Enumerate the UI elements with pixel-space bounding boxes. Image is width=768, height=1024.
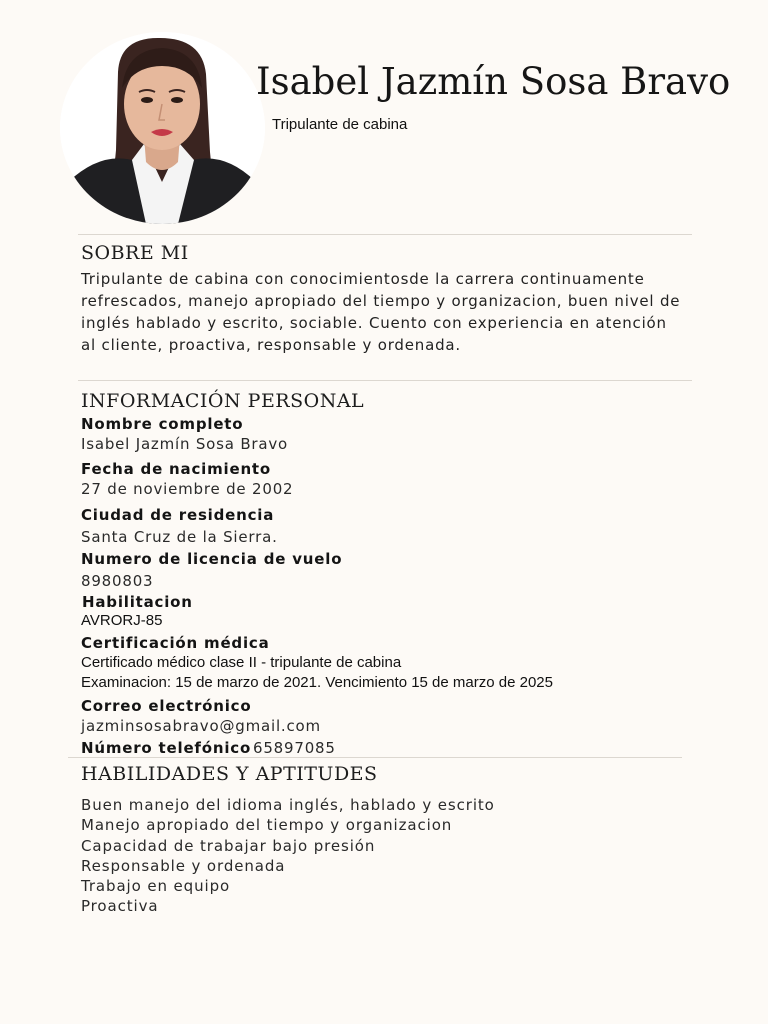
full-name-label: Nombre completo: [81, 415, 244, 433]
skill-item: Proactiva: [81, 897, 159, 916]
email-value: jazminsosabravo@gmail.com: [81, 717, 321, 735]
section-title-about: SOBRE MI: [81, 242, 189, 264]
birth-date-label: Fecha de nacimiento: [81, 460, 271, 478]
skills-list: [81, 795, 495, 917]
portrait-illustration: [60, 32, 265, 224]
skill-item: Manejo apropiado del tiempo y organizacion: [81, 816, 453, 835]
divider: [68, 757, 682, 758]
rating-value: AVRORJ-85: [81, 612, 163, 629]
email-label: Correo electrónico: [81, 697, 252, 715]
skill-item: Capacidad de trabajar bajo presión: [81, 836, 376, 855]
section-title-personal: INFORMACIÓN PERSONAL: [81, 390, 365, 412]
rating-label: Habilitacion: [82, 593, 193, 611]
medical-line-1: Certificado médico clase II - tripulante de cabina: [81, 654, 402, 671]
skill-item: Buen manejo del idioma inglés, hablado y escrito: [81, 796, 495, 814]
birth-date-value: 27 de noviembre de 2002: [81, 480, 294, 498]
city-label: Ciudad de residencia: [81, 506, 275, 524]
section-title-skills: HABILIDADES Y APTITUDES: [81, 763, 378, 785]
full-name-value: Isabel Jazmín Sosa Bravo: [81, 435, 289, 453]
about-text: Tripulante de cabina con conocimientosde la carrera continuamente refrescados, manejo apropiado del tiempo y organizacion, buen nivel de inglés hablado y escrito, sociable. Cuento con experiencia en atención al cliente, proactiva, responsable y ordenada.: [81, 270, 681, 354]
skill-item: Responsable y ordenada: [81, 856, 286, 875]
medical-label: Certificación médica: [81, 634, 270, 652]
candidate-name: Isabel Jazmín Sosa Bravo: [256, 60, 731, 103]
city-value: Santa Cruz de la Sierra.: [81, 528, 278, 546]
phone-label: Número telefónico: [81, 739, 252, 757]
phone-value: 65897085: [253, 739, 336, 757]
profile-photo: [60, 32, 265, 224]
divider: [78, 234, 692, 235]
license-value: 8980803: [81, 572, 154, 590]
divider: [78, 380, 692, 381]
candidate-role: Tripulante de cabina: [272, 116, 408, 133]
license-label: Numero de licencia de vuelo: [81, 550, 343, 568]
skill-item: Trabajo en equipo: [81, 877, 231, 896]
medical-line-2: Examinacion: 15 de marzo de 2021. Vencimiento 15 de marzo de 2025: [81, 674, 553, 691]
